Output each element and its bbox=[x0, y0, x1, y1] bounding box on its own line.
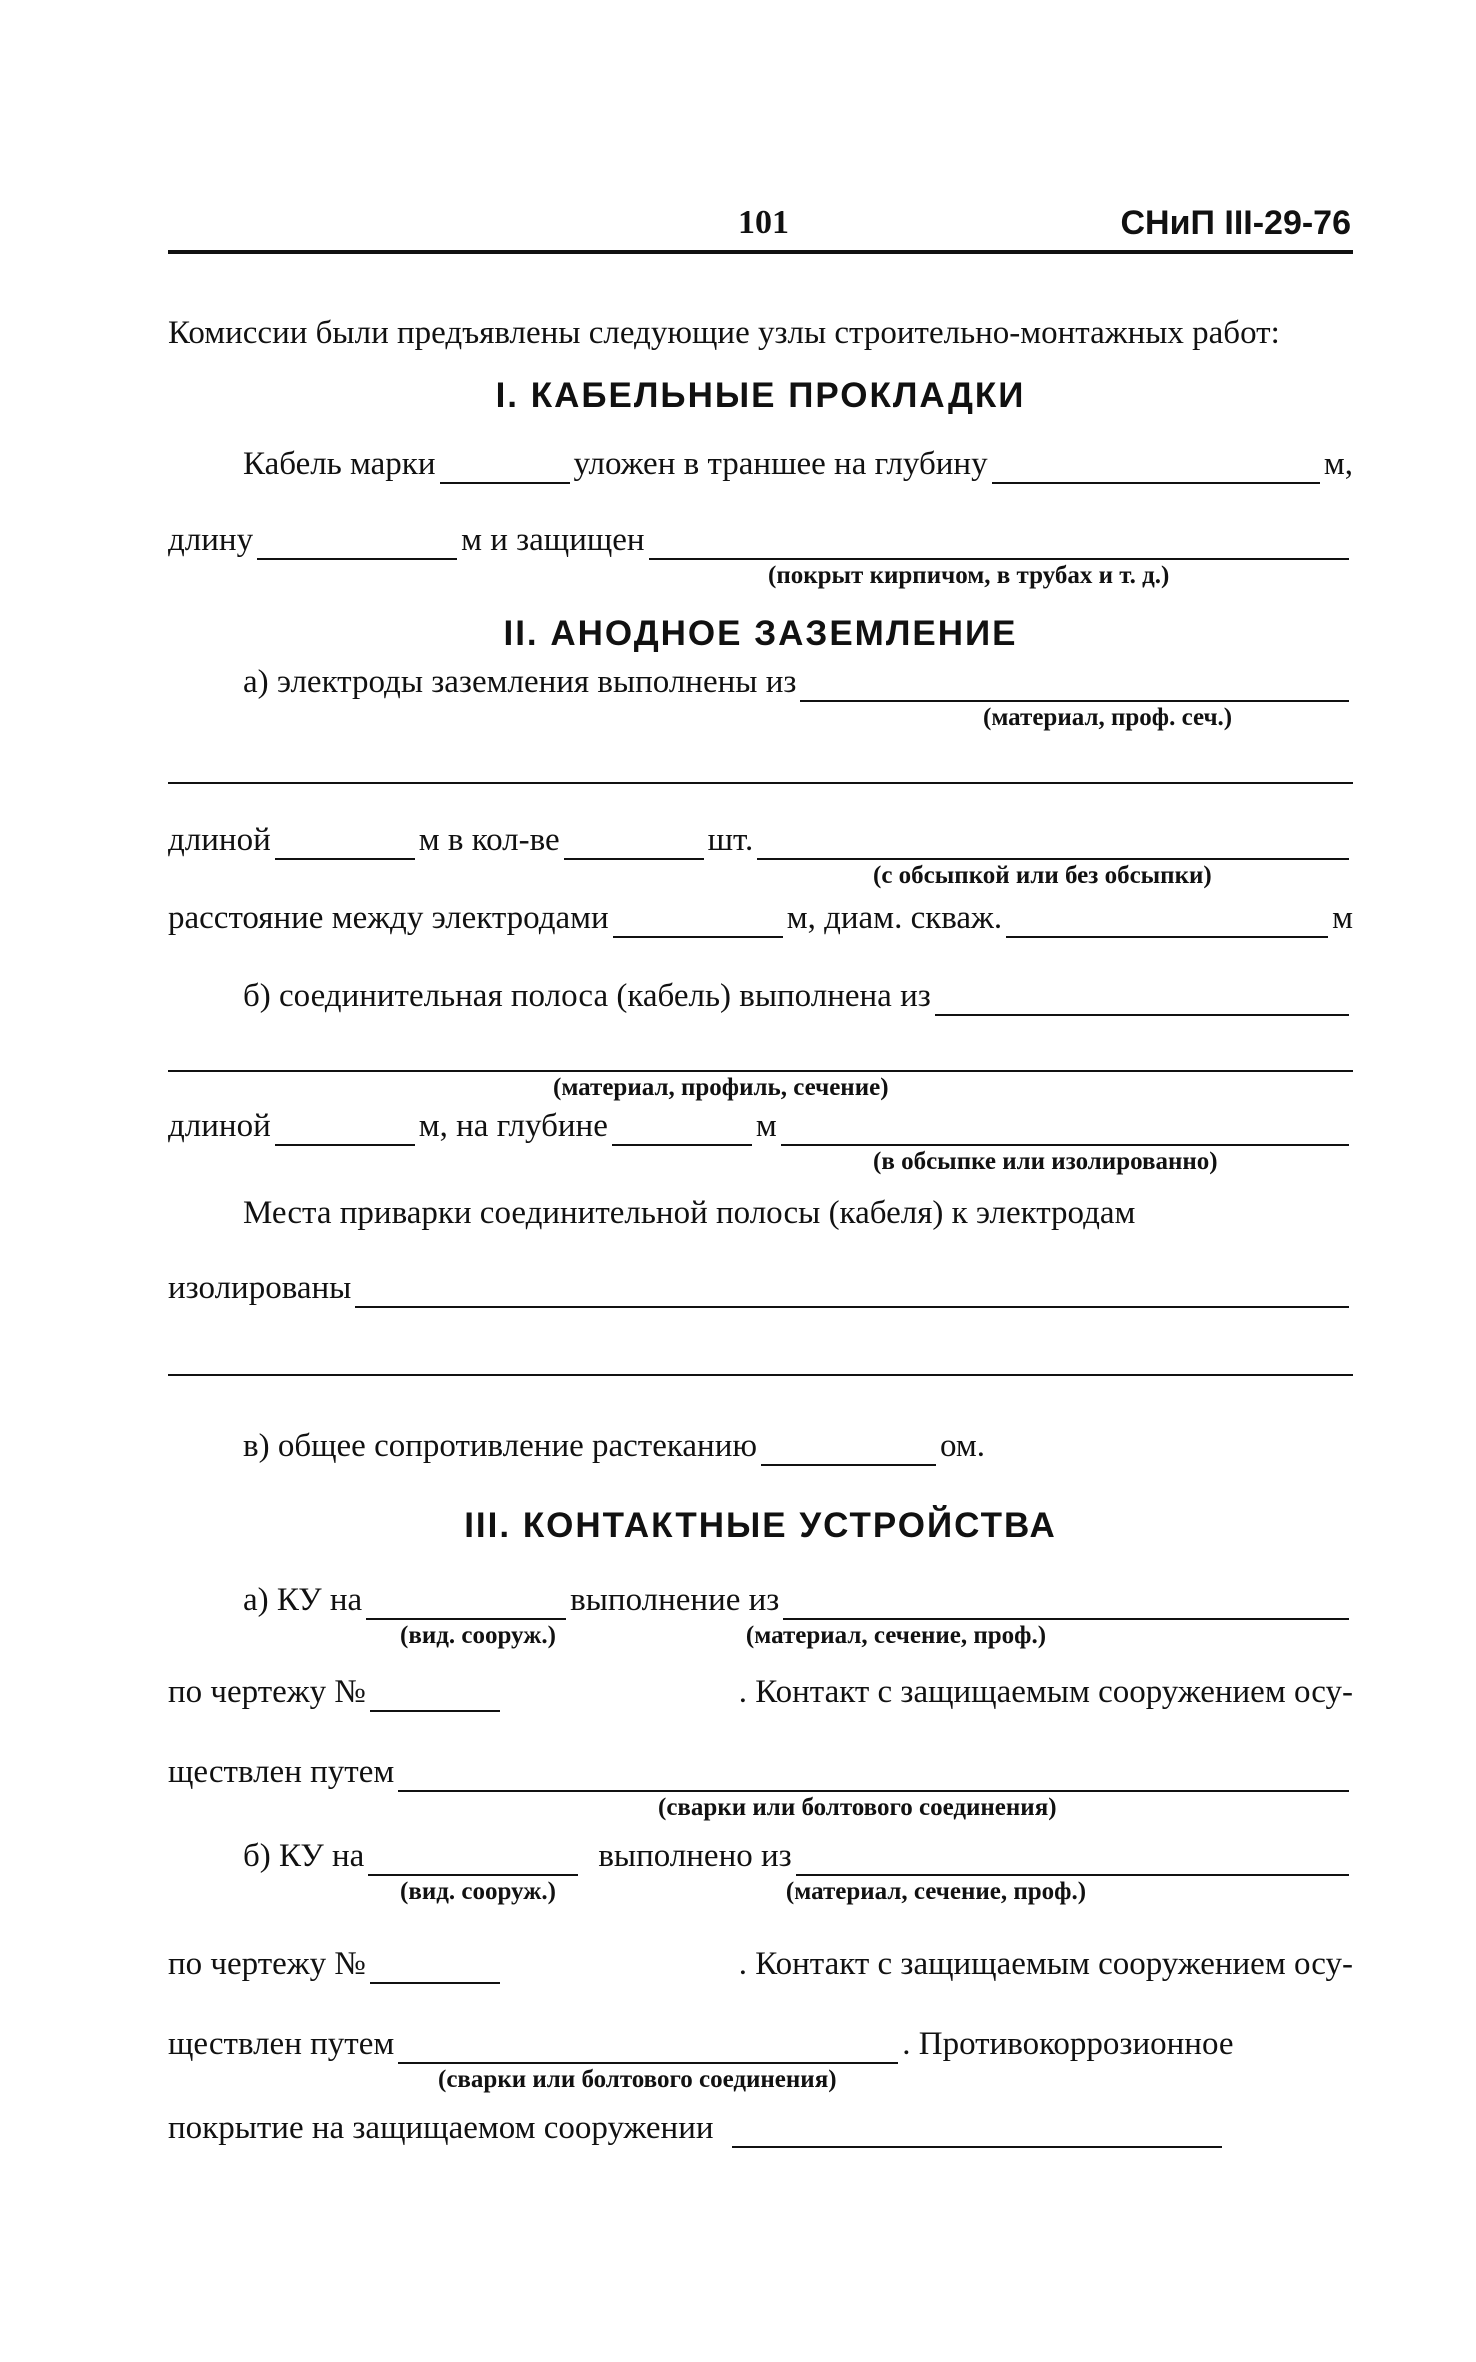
cu-a-captions bbox=[168, 1620, 1353, 1650]
cable-protection-field[interactable] bbox=[649, 528, 1349, 560]
cu-a-drawing-line bbox=[168, 1672, 1353, 1712]
cable-length-label: длину bbox=[168, 522, 254, 558]
document-code: СНиП III-29-76 bbox=[1120, 204, 1351, 242]
resistance-field[interactable] bbox=[761, 1434, 936, 1466]
cu-a-implementation-line bbox=[168, 1752, 1353, 1792]
electrodes-material-label: а) электроды заземления выполнены из bbox=[243, 664, 797, 700]
cable-brand-line bbox=[168, 444, 1353, 484]
electrodes-material-caption: (материал, проф. сеч.) bbox=[983, 704, 1233, 731]
strip-insulation-caption: (в обсыпке или изолированно) bbox=[873, 1148, 1218, 1175]
electrodes-length-line bbox=[168, 820, 1353, 860]
cu-a-label: а) КУ на bbox=[243, 1582, 363, 1618]
cu-b-structure-field[interactable] bbox=[368, 1844, 578, 1876]
electrodes-material-field-2[interactable] bbox=[168, 758, 1353, 784]
strip-depth-label: м, на глубине bbox=[418, 1108, 608, 1144]
resistance-label: в) общее сопротивление растеканию bbox=[243, 1428, 758, 1464]
trench-depth-field[interactable] bbox=[992, 452, 1320, 484]
strip-material-field-2[interactable] bbox=[168, 1046, 1353, 1072]
strip-material-label: б) соединительная полоса (кабель) выполнена из bbox=[243, 978, 931, 1014]
weld-insulation-field-2[interactable] bbox=[168, 1350, 1353, 1376]
cu-b-drawing-line bbox=[168, 1944, 1353, 1984]
trench-depth-unit: м, bbox=[1323, 446, 1353, 482]
section-2-title: II. АНОДНОЕ ЗАЗЕМЛЕНИЕ bbox=[503, 614, 1018, 653]
strip-material-line bbox=[168, 976, 1353, 1016]
cu-b-line bbox=[168, 1836, 1353, 1876]
electrodes-count-field[interactable] bbox=[564, 828, 704, 860]
borehole-diameter-unit: м bbox=[1332, 900, 1353, 936]
cu-b-label: б) КУ на bbox=[243, 1838, 365, 1874]
weld-points-text: Места приварки соединительной полосы (кабеля) к электродам bbox=[243, 1195, 1136, 1231]
coating-field[interactable] bbox=[732, 2116, 1222, 2148]
resistance-line bbox=[168, 1426, 1353, 1466]
cu-b-structure-caption: (вид. сооруж.) bbox=[400, 1878, 556, 1905]
resistance-unit: ом. bbox=[940, 1428, 986, 1464]
cable-length-line bbox=[168, 520, 1353, 560]
cable-length-field[interactable] bbox=[257, 528, 457, 560]
cu-a-implementation-field[interactable] bbox=[398, 1760, 1349, 1792]
cu-b-execution-label: выполнено из bbox=[598, 1838, 792, 1874]
weld-insulation-field[interactable] bbox=[355, 1276, 1349, 1308]
weld-insulation-label: изолированы bbox=[168, 1270, 352, 1306]
electrodes-count-unit: шт. bbox=[707, 822, 754, 858]
cu-b-implementation-field[interactable] bbox=[398, 2032, 898, 2064]
strip-length-line bbox=[168, 1106, 1353, 1146]
section-1-title: I. КАБЕЛЬНЫЕ ПРОКЛАДКИ bbox=[495, 376, 1026, 415]
strip-depth-field[interactable] bbox=[612, 1114, 752, 1146]
cu-a-material-caption: (материал, сечение, проф.) bbox=[745, 1622, 1047, 1649]
electrodes-length-field[interactable] bbox=[275, 828, 415, 860]
cu-b-drawing-group bbox=[168, 1944, 504, 1984]
strip-material-field[interactable] bbox=[935, 984, 1349, 1016]
strip-length-label: длиной bbox=[168, 1108, 271, 1144]
cu-b-implementation-label: ществлен путем bbox=[168, 2026, 395, 2062]
cable-protection-label: м и защищен bbox=[461, 522, 645, 558]
cu-a-structure-caption: (вид. сооруж.) bbox=[400, 1622, 556, 1649]
cu-a-drawing-group bbox=[168, 1672, 504, 1712]
cable-brand-field[interactable] bbox=[440, 452, 570, 484]
cable-protection-caption: (покрыт кирпичом, в трубах и т. д.) bbox=[768, 562, 1170, 589]
strip-insulation-field[interactable] bbox=[781, 1114, 1349, 1146]
cu-a-drawing-label: по чертежу № bbox=[168, 1674, 366, 1710]
page-header bbox=[168, 190, 1353, 254]
electrodes-spacing-field[interactable] bbox=[613, 906, 783, 938]
form-page bbox=[168, 190, 1353, 2148]
electrodes-backfill-field[interactable] bbox=[757, 828, 1349, 860]
cu-b-drawing-label: по чертежу № bbox=[168, 1946, 366, 1982]
cu-a-line bbox=[168, 1580, 1353, 1620]
electrodes-material-line bbox=[168, 662, 1353, 702]
electrodes-length-label: длиной bbox=[168, 822, 271, 858]
cu-a-execution-label: выполнение из bbox=[570, 1582, 780, 1618]
cu-b-implementation-line bbox=[168, 2024, 1353, 2064]
strip-material-caption: (материал, профиль, сечение) bbox=[553, 1074, 889, 1101]
cu-b-material-caption: (материал, сечение, проф.) bbox=[785, 1878, 1087, 1905]
cu-a-implementation-label: ществлен путем bbox=[168, 1754, 395, 1790]
electrodes-count-label: м в кол-ве bbox=[418, 822, 560, 858]
cu-b-captions bbox=[168, 1876, 1353, 1906]
cu-a-drawing-field[interactable] bbox=[370, 1680, 500, 1712]
borehole-diameter-label: м, диам. скваж. bbox=[786, 900, 1003, 936]
cu-b-drawing-field[interactable] bbox=[370, 1952, 500, 1984]
coating-label: покрытие на защищаемом сооружении bbox=[168, 2110, 714, 2146]
cu-b-contact-text: . Контакт с защищаемым сооружением осу- bbox=[738, 1946, 1353, 1982]
cu-a-structure-field[interactable] bbox=[366, 1588, 566, 1620]
cable-brand-label: Кабель марки bbox=[243, 446, 436, 482]
weld-insulation-line bbox=[168, 1268, 1353, 1308]
electrodes-spacing-line bbox=[168, 898, 1353, 938]
intro-text: Комиссии были предъявлены следующие узлы строительно-монтажных работ: bbox=[168, 315, 1280, 351]
trench-depth-label: уложен в траншее на глубину bbox=[573, 446, 988, 482]
cu-a-contact-text: . Контакт с защищаемым сооружением осу- bbox=[738, 1674, 1353, 1710]
page-number: 101 bbox=[738, 204, 789, 241]
strip-length-field[interactable] bbox=[275, 1114, 415, 1146]
section-3-title: III. КОНТАКТНЫЕ УСТРОЙСТВА bbox=[464, 1506, 1057, 1545]
electrodes-material-field[interactable] bbox=[800, 670, 1349, 702]
strip-depth-unit: м bbox=[755, 1108, 777, 1144]
cu-b-implementation-caption: (сварки или болтового соединения) bbox=[438, 2066, 837, 2093]
cu-b-material-field[interactable] bbox=[796, 1844, 1349, 1876]
cu-a-implementation-caption: (сварки или болтового соединения) bbox=[658, 1794, 1057, 1821]
borehole-diameter-field[interactable] bbox=[1006, 906, 1328, 938]
anticorrosion-label: . Противокоррозионное bbox=[902, 2026, 1234, 2062]
coating-line bbox=[168, 2108, 1353, 2148]
electrodes-spacing-label: расстояние между электродами bbox=[168, 900, 609, 936]
electrodes-backfill-caption: (с обсыпкой или без обсыпки) bbox=[873, 862, 1212, 889]
cu-a-material-field[interactable] bbox=[783, 1588, 1349, 1620]
